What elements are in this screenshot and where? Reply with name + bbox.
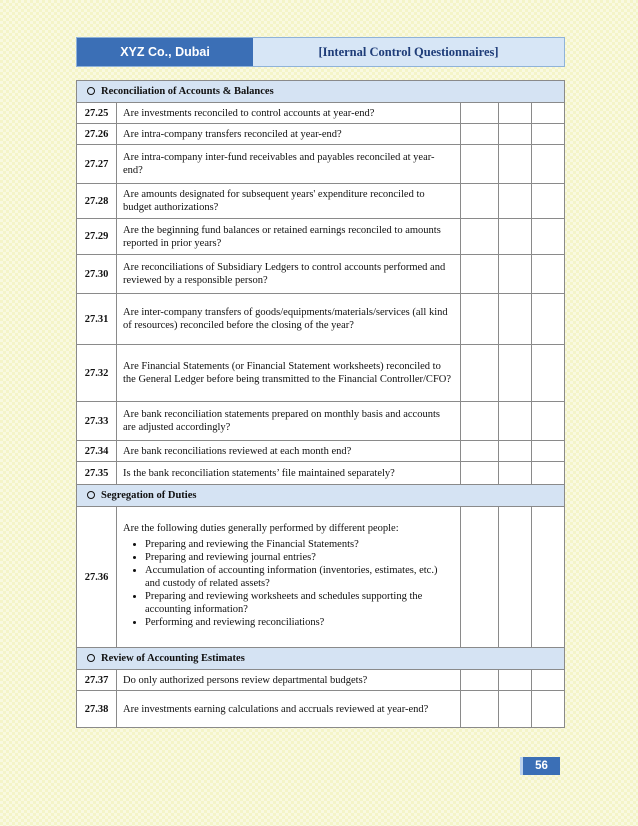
answer-cell[interactable] [461,145,499,184]
item-number: 27.26 [77,124,117,145]
question-text: Are intra-company inter-fund receivables and payables reconciled at year-end? [117,145,461,184]
list-item: • Performing and reviewing reconciliations? [145,616,454,629]
answer-cell[interactable] [532,145,565,184]
answer-cell[interactable] [461,402,499,441]
section-title: Review of Accounting Estimates [101,653,245,664]
answer-cell[interactable] [532,507,565,648]
item-number: 27.38 [77,691,117,728]
list-item: • Preparing and reviewing journal entries? [145,551,454,564]
answer-cell[interactable] [532,219,565,255]
circle-bullet-icon [87,491,95,499]
question-text: Are bank reconciliations reviewed at each month end? [117,441,461,462]
answer-cell[interactable] [461,219,499,255]
answer-cell[interactable] [499,691,532,728]
answer-cell[interactable] [532,670,565,691]
section-title: Reconciliation of Accounts & Balances [101,86,274,97]
answer-cell[interactable] [461,294,499,345]
answer-cell[interactable] [499,124,532,145]
table-row [77,462,565,485]
answer-cell[interactable] [499,294,532,345]
question-text: Are inter-company transfers of goods/equipments/materials/services (all kind of resources) reconciled before the closing of the year? [117,294,461,345]
table-row [77,124,565,145]
answer-cell[interactable] [532,124,565,145]
questionnaire-table [76,80,565,728]
answer-cell[interactable] [499,507,532,648]
answer-cell[interactable] [461,124,499,145]
answer-cell[interactable] [461,507,499,648]
item-number: 27.31 [77,294,117,345]
table-row [77,345,565,402]
question-text: Are investments earning calculations and accruals reviewed at year-end? [117,691,461,728]
answer-cell[interactable] [532,441,565,462]
answer-cell[interactable] [461,670,499,691]
table-row [77,184,565,219]
answer-cell[interactable] [499,184,532,219]
item-number: 27.35 [77,462,117,485]
section-title: Segregation of Duties [101,490,197,501]
table-row [77,507,565,648]
answer-cell[interactable] [461,345,499,402]
section-header-reconciliation [77,81,565,103]
item-number: 27.33 [77,402,117,441]
table-row [77,103,565,124]
answer-cell[interactable] [461,441,499,462]
table-row [77,402,565,441]
page-header [76,37,565,67]
answer-cell[interactable] [532,103,565,124]
section-header-segregation [77,485,565,507]
question-text: Are amounts designated for subsequent years' expenditure reconciled to budget authorizations? [117,184,461,219]
table-row [77,145,565,184]
answer-cell[interactable] [499,219,532,255]
question-text: Are bank reconciliation statements prepared on monthly basis and accounts are adjusted accordingly? [117,402,461,441]
question-text: Are investments reconciled to control accounts at year-end? [117,103,461,124]
answer-cell[interactable] [532,402,565,441]
answer-cell[interactable] [499,441,532,462]
answer-cell[interactable] [532,184,565,219]
item-number: 27.29 [77,219,117,255]
answer-cell[interactable] [499,255,532,294]
question-text: Are reconciliations of Subsidiary Ledgers to control accounts performed and reviewed by a responsible person? [117,255,461,294]
table-row [77,294,565,345]
section-header-estimates [77,648,565,670]
table-row [77,670,565,691]
answer-cell[interactable] [461,691,499,728]
page-number: 56 [520,757,560,775]
answer-cell[interactable] [461,255,499,294]
document-title: [Internal Control Questionnaires] [253,38,564,66]
table-row [77,219,565,255]
question-text: Are intra-company transfers reconciled at year-end? [117,124,461,145]
answer-cell[interactable] [499,402,532,441]
answer-cell[interactable] [532,691,565,728]
answer-cell[interactable] [499,345,532,402]
question-text: Are the beginning fund balances or retained earnings reconciled to amounts reported in prior years? [117,219,461,255]
item-number: 27.28 [77,184,117,219]
answer-cell[interactable] [499,670,532,691]
answer-cell[interactable] [461,184,499,219]
answer-cell[interactable] [499,103,532,124]
answer-cell[interactable] [532,462,565,485]
item-number: 27.36 [77,507,117,648]
item-number: 27.27 [77,145,117,184]
list-item: • Preparing and reviewing worksheets and schedules supporting the accounting information? [145,590,454,616]
item-number: 27.30 [77,255,117,294]
answer-cell[interactable] [532,294,565,345]
answer-cell[interactable] [532,345,565,402]
question-text: Is the bank reconciliation statements’ file maintained separately? [117,462,461,485]
table-row [77,255,565,294]
question-text [117,507,461,648]
item-number: 27.25 [77,103,117,124]
answer-cell[interactable] [499,462,532,485]
answer-cell[interactable] [532,255,565,294]
circle-bullet-icon [87,87,95,95]
question-text: Are Financial Statements (or Financial Statement worksheets) reconciled to the General Ledger before being transmitted to the Financial Controller/CFO? [117,345,461,402]
company-name: XYZ Co., Dubai [77,38,253,66]
table-row [77,441,565,462]
question-text: Do only authorized persons review departmental budgets? [117,670,461,691]
question-intro: Are the following duties generally performed by different people: [123,522,399,534]
answer-cell[interactable] [461,462,499,485]
answer-cell[interactable] [499,145,532,184]
list-item: • Preparing and reviewing the Financial Statements? [145,538,454,551]
item-number: 27.37 [77,670,117,691]
duties-list [123,538,454,629]
answer-cell[interactable] [461,103,499,124]
table-row [77,691,565,728]
item-number: 27.34 [77,441,117,462]
list-item: • Accumulation of accounting information (inventories, estimates, etc.) and custody of related assets? [145,564,454,590]
item-number: 27.32 [77,345,117,402]
circle-bullet-icon [87,654,95,662]
